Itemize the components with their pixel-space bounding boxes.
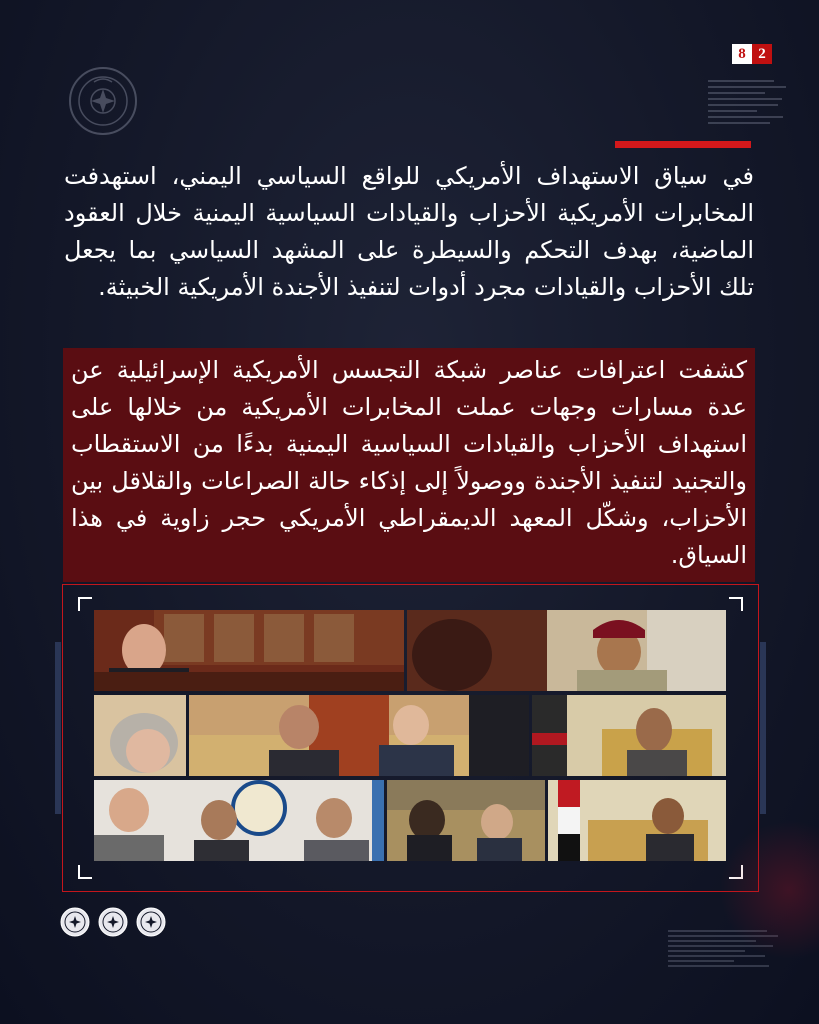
photo-military-official xyxy=(407,610,726,691)
frame-corner-top-right xyxy=(729,597,743,611)
frame-corner-top-left xyxy=(78,597,92,611)
cia-seal-icon xyxy=(60,907,90,937)
frame-side-bar-right xyxy=(760,642,766,814)
photo-office-talk xyxy=(387,780,545,861)
photo-collage xyxy=(94,610,726,862)
photo-row-2 xyxy=(94,695,726,776)
decorative-document-lines xyxy=(708,80,790,128)
red-accent-rule xyxy=(615,141,751,148)
seal-row xyxy=(60,907,166,937)
photo-row-1 xyxy=(94,610,726,691)
photo-woman-portrait xyxy=(94,695,186,776)
page-number-badge xyxy=(732,44,772,64)
cia-seal-icon xyxy=(136,907,166,937)
photo-yemen-flag-meeting xyxy=(548,780,726,861)
photo-party-leaders xyxy=(94,780,384,861)
photo-office-meeting xyxy=(94,610,404,691)
photo-collage-frame xyxy=(62,584,759,892)
photo-row-3 xyxy=(94,780,726,861)
photo-diplomatic-meeting xyxy=(189,695,529,776)
cia-seal-icon xyxy=(68,66,138,136)
photo-tribal-official xyxy=(532,695,726,776)
paragraph-intro: في سياق الاستهداف الأمريكي للواقع السياسي اليمني، استهدفت المخابرات الأمريكية الأحزاب والقيادات السياسية اليمنية خلال العقود الماضية، بهدف التحكم والسيطرة على المشهد السياسي بما يجعل تلك الأحزاب والقيادات مجرد أدوات لتنفيذ الأجندة الأمريكية الخبيثة. xyxy=(64,162,754,301)
cia-seal-icon xyxy=(98,907,128,937)
page-number-digit-1: 8 xyxy=(732,44,752,64)
page-number-digit-2: 2 xyxy=(752,44,772,64)
frame-side-bar-left xyxy=(55,642,61,814)
frame-corner-bottom-left xyxy=(78,865,92,879)
paragraph-highlighted: كشفت اعترافات عناصر شبكة التجسس الأمريكية الإسرائيلية عن عدة مسارات وجهات عملت المخابرات الأمريكية من خلالها على استهداف الأحزاب والقيادات السياسية اليمنية بدءًا من الاستقطاب والتجنيد لتنفيذ الأجندة ووصولاً إلى إذكاء حالة الصراعات والقلاقل بين الأحزاب، وشكّل المعهد الديمقراطي الأمريكي حجر زاوية في هذا السياق. xyxy=(63,348,755,582)
